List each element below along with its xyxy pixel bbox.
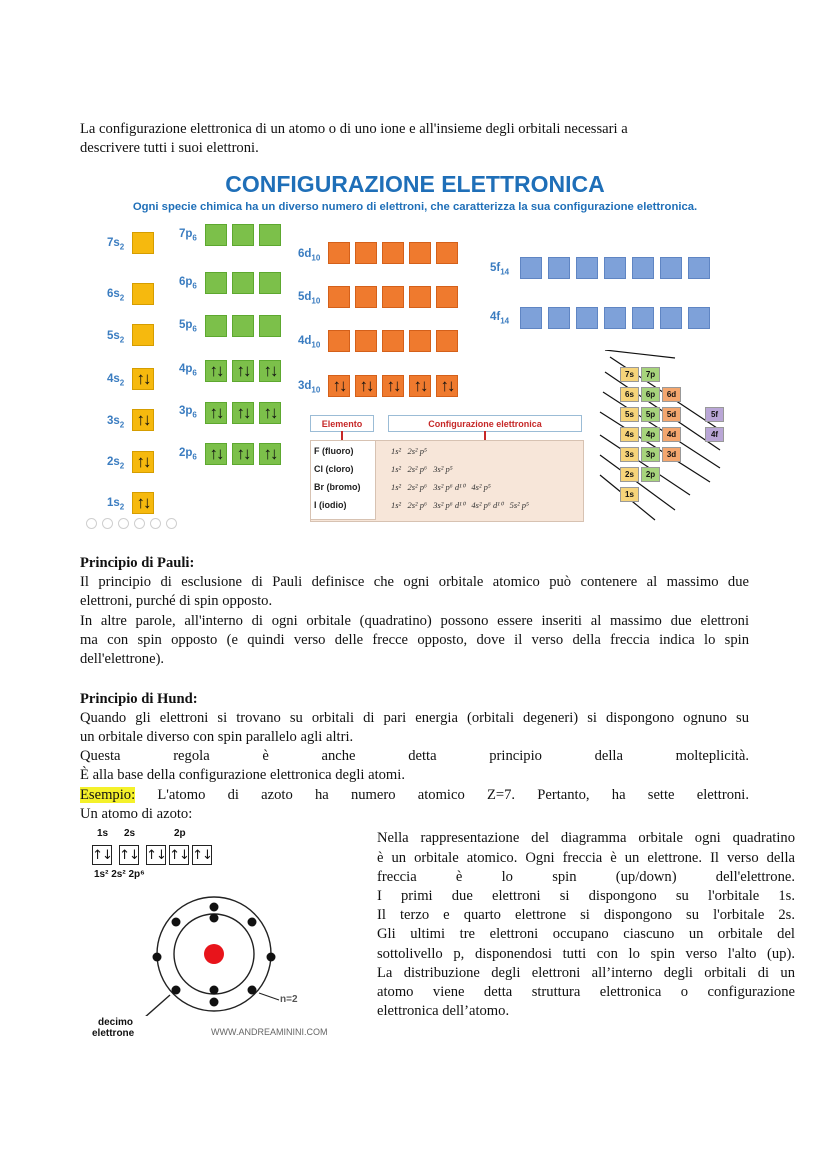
label-5s: $5s_2$ — [107, 330, 125, 345]
callout — [92, 1017, 134, 1039]
orbital-box: ↑↓ — [146, 845, 166, 865]
diag-cell: 7s — [620, 367, 639, 382]
orbital-5f — [688, 257, 710, 279]
atom-diagram — [84, 886, 344, 1016]
label-7p: $7p_6$ — [179, 228, 197, 243]
orbital-box: ↑↓ — [119, 845, 139, 865]
orbital-2p: ↑↓ — [205, 443, 227, 465]
label-7s: $7s_2$ — [107, 237, 125, 252]
orbital-4d — [436, 330, 458, 352]
label-5d: $5d_{10}$ — [298, 291, 321, 306]
orbital-3d: ↑↓ — [382, 375, 404, 397]
orbital-3p: ↑↓ — [259, 402, 281, 424]
orbital-2p: ↑↓ — [232, 443, 254, 465]
orbital-3d: ↑↓ — [355, 375, 377, 397]
orbital-5p — [232, 315, 254, 337]
orbital-6d — [409, 242, 431, 264]
example-text: L'atomo di azoto ha numero atomico Z=7. Pertanto, ha sette elettroni. — [135, 787, 749, 803]
watermark: WWW.ANDREAMININI.COM — [211, 1027, 328, 1037]
example-label: Esempio: — [80, 787, 136, 803]
orbital-4d — [355, 330, 377, 352]
orbital-5f — [632, 257, 654, 279]
diag-cell: 2p — [641, 467, 660, 482]
orbital-4d — [409, 330, 431, 352]
orbital-5f — [604, 257, 626, 279]
diag-cell: 4p — [641, 427, 660, 442]
label-3p: $3p_6$ — [179, 405, 197, 420]
orbital-5d — [409, 286, 431, 308]
orbital-4f — [576, 307, 598, 329]
table-row-config: 1s² 2s² p⁶ 3s² p⁶ d¹⁰ 4s² p⁶ d¹⁰ 5s² p⁵ — [391, 500, 530, 510]
orbital-4f — [660, 307, 682, 329]
infographic-subtitle: Ogni specie chimica ha un diverso numero di elettroni, che caratterizza la sua configurazione elettronica. — [132, 201, 698, 213]
label-4s: $4s_2$ — [107, 373, 125, 388]
label-4p: $4p_6$ — [179, 363, 197, 378]
orbital-6p — [232, 272, 254, 294]
diag-cell: 5p — [641, 407, 660, 422]
label-3s: $3s_2$ — [107, 415, 125, 430]
orbital-label: 2s — [124, 828, 136, 839]
table-row-element: I (iodio) — [314, 500, 347, 510]
orbital-4d — [382, 330, 404, 352]
orbital-1s: ↑↓ — [132, 492, 154, 514]
electron-configuration-infographic — [80, 165, 750, 537]
pauli-line: elettroni, purché di spin opposto. — [80, 593, 273, 609]
label-6d: $6d_{10}$ — [298, 248, 321, 263]
infographic-title: CONFIGURAZIONE ELETTRONICA — [225, 171, 605, 197]
hund-line: È alla base della configurazione elettronica degli atomi. — [80, 767, 405, 783]
orbital-box: ↑↓ — [169, 845, 189, 865]
orbital-6d — [328, 242, 350, 264]
orbital-4d — [328, 330, 350, 352]
explanation-line: atomo viene detta struttura elettronica o configurazione — [377, 984, 795, 1000]
orbital-label: 1s — [97, 828, 109, 839]
orbital-5f — [660, 257, 682, 279]
orbital-4p: ↑↓ — [259, 360, 281, 382]
orbital-5s — [132, 324, 154, 346]
explanation-line: Il terzo e quarto elettrone si dispongono su l'orbitale 2s. — [377, 907, 795, 923]
orbital-5p — [205, 315, 227, 337]
callout-line-1: decimo — [98, 1017, 134, 1028]
hund-line: Quando gli elettroni si trovano su orbitali di pari energia (orbitali degeneri) si dispongono ognuno su — [80, 710, 749, 726]
diag-cell: 4f — [705, 427, 724, 442]
more-icon[interactable] — [166, 518, 177, 529]
label-3d: $3d_{10}$ — [298, 380, 321, 395]
nitrogen-atom-figure — [84, 826, 344, 1041]
orbital-7p — [232, 224, 254, 246]
label-4d: $4d_{10}$ — [298, 335, 321, 350]
pauli-line: dell'elettrone). — [80, 651, 165, 667]
diag-cell: 4s — [620, 427, 639, 442]
hund-line: Questa regola è anche detta principio della molteplicità. — [80, 748, 749, 764]
example-line — [80, 786, 749, 806]
diag-cell: 5f — [705, 407, 724, 422]
orbital-5d — [328, 286, 350, 308]
orbital-5p — [259, 315, 281, 337]
label-5f: $5f_{14}$ — [490, 262, 510, 277]
orbital-4f — [548, 307, 570, 329]
label-2p: $2p_6$ — [179, 447, 197, 462]
orbital-4f — [632, 307, 654, 329]
slides-icon[interactable] — [134, 518, 145, 529]
diag-cell: 5s — [620, 407, 639, 422]
orbital-3d: ↑↓ — [436, 375, 458, 397]
orbital-6d — [382, 242, 404, 264]
orbital-2s: ↑↓ — [132, 451, 154, 473]
pauli-line: Il principio di esclusione di Pauli definisce che ogni orbitale atomico può contenere al massimo due — [80, 574, 749, 590]
explanation-line: Nella rappresentazione del diagramma orbitale ogni quadratino — [377, 830, 795, 846]
diag-cell: 3s — [620, 447, 639, 462]
diag-cell: 5d — [662, 407, 681, 422]
pen-icon[interactable] — [118, 518, 129, 529]
pauli-line: In altre parole, all'interno di ogni orbitale (quadratino) possono essere inseriti al massimo due elettroni — [80, 613, 749, 629]
callout-line-2: elettrone — [92, 1028, 135, 1039]
orbital-6d — [436, 242, 458, 264]
next-slide-icon[interactable] — [102, 518, 113, 529]
table-row-element: F (fluoro) — [314, 446, 354, 456]
orbital-4f — [604, 307, 626, 329]
diag-cell: 2s — [620, 467, 639, 482]
orbital-6s — [132, 283, 154, 305]
orbital-label: 2p — [174, 828, 186, 839]
label-4f: $4f_{14}$ — [490, 311, 510, 326]
orbital-5f — [520, 257, 542, 279]
hund-line: un orbitale diverso con spin parallelo agli altri. — [80, 729, 354, 745]
orbital-5f — [576, 257, 598, 279]
orbital-3d: ↑↓ — [409, 375, 431, 397]
explanation-line: sottolivello p, disponendosi tutti con lo spin verso l'alto (up). — [377, 946, 795, 962]
table-row-config: 1s² 2s² p⁶ 3s² p⁶ d¹⁰ 4s² p⁵ — [391, 482, 491, 492]
explanation-line: freccia è lo spin (up/down) dell'elettrone. — [377, 869, 795, 885]
orbital-4s: ↑↓ — [132, 368, 154, 390]
example-line-2: Un atomo di azoto: — [80, 806, 193, 822]
orbital-7s — [132, 232, 154, 254]
orbital-5d — [382, 286, 404, 308]
config-label: 1s² 2s² 2p⁶ — [94, 869, 145, 880]
table-row-element: Cl (cloro) — [314, 464, 354, 474]
orbital-box: ↑↓ — [92, 845, 112, 865]
explanation-line: Gli ultimi tre elettroni occupano ciascuno un orbitale del — [377, 926, 795, 942]
table-header-config: Configurazione elettronica — [388, 415, 582, 432]
orbital-3d: ↑↓ — [328, 375, 350, 397]
orbital-7p — [205, 224, 227, 246]
prev-slide-icon[interactable] — [86, 518, 97, 529]
orbital-6p — [205, 272, 227, 294]
orbital-4f — [688, 307, 710, 329]
label-6p: $6p_6$ — [179, 276, 197, 291]
pauli-heading: Principio di Pauli: — [80, 555, 195, 571]
intro-line-1: La configurazione elettronica di un atomo o di uno ione e all'insieme degli orbitali necessari a — [80, 121, 628, 137]
table-row-config: 1s² 2s² p⁵ — [391, 446, 427, 456]
orbital-box: ↑↓ — [192, 845, 212, 865]
orbital-6d — [355, 242, 377, 264]
explanation-line: è un orbitale atomico. Ogni freccia è un elettrone. Il verso della — [377, 850, 795, 866]
diag-cell: 6p — [641, 387, 660, 402]
table-row-element: Br (bromo) — [314, 482, 361, 492]
diag-cell: 6s — [620, 387, 639, 402]
zoom-icon[interactable] — [150, 518, 161, 529]
pauli-line: ma con spin opposto (e quindi verso delle frecce opposto, dove il verso della freccia indica lo spin — [80, 632, 749, 648]
diag-cell: 7p — [641, 367, 660, 382]
label-1s: $1s_2$ — [107, 497, 125, 512]
shell-label: n=2 — [280, 994, 298, 1005]
orbital-5d — [436, 286, 458, 308]
orbital-6p — [259, 272, 281, 294]
orbital-4p: ↑↓ — [232, 360, 254, 382]
table-row-config: 1s² 2s² p⁶ 3s² p⁵ — [391, 464, 453, 474]
intro-line-2: descrivere tutti i suoi elettroni. — [80, 140, 259, 156]
orbital-2p: ↑↓ — [259, 443, 281, 465]
explanation-line: elettronica dell’atomo. — [377, 1003, 510, 1019]
label-5p: $5p_6$ — [179, 319, 197, 334]
orbital-3p: ↑↓ — [205, 402, 227, 424]
orbital-3s: ↑↓ — [132, 409, 154, 431]
label-6s: $6s_2$ — [107, 288, 125, 303]
orbital-5f — [548, 257, 570, 279]
diag-cell: 3d — [662, 447, 681, 462]
label-2s: $2s_2$ — [107, 456, 125, 471]
explanation-line: La distribuzione degli elettroni all’interno degli orbitali di un — [377, 965, 795, 981]
orbital-4p: ↑↓ — [205, 360, 227, 382]
explanation-line: I primi due elettroni si dispongono su l'orbitale 1s. — [377, 888, 795, 904]
hund-heading: Principio di Hund: — [80, 691, 198, 707]
diag-cell: 6d — [662, 387, 681, 402]
orbital-3p: ↑↓ — [232, 402, 254, 424]
diag-cell: 4d — [662, 427, 681, 442]
diag-cell: 3p — [641, 447, 660, 462]
table-header-element: Elemento — [310, 415, 374, 432]
orbital-5d — [355, 286, 377, 308]
orbital-7p — [259, 224, 281, 246]
orbital-4f — [520, 307, 542, 329]
diag-cell: 1s — [620, 487, 639, 502]
